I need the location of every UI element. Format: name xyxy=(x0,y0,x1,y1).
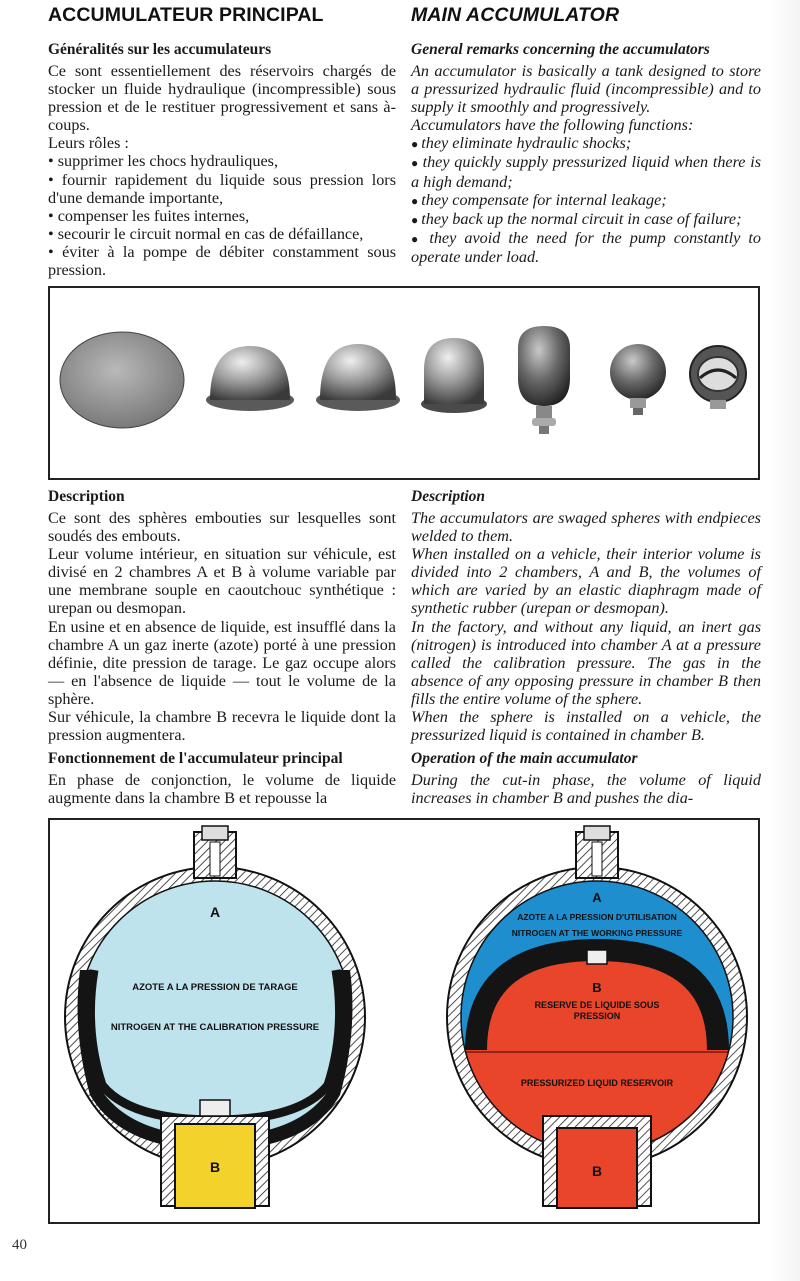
working-text-en: NITROGEN AT THE WORKING PRESSURE xyxy=(511,928,683,938)
general-intro-fr: Ce sont essentiellement des réservoirs chargés de stocker un fluide hydraulique (incompressible) sous pression et de le restituer progressivement et sans à-coups. xyxy=(48,62,396,135)
general-en xyxy=(411,40,761,266)
general-roles-en: Accumulators have the following functions: xyxy=(411,116,694,135)
general-text-en xyxy=(411,62,761,266)
label-a-left: A xyxy=(209,904,221,920)
description-text-fr xyxy=(48,509,396,744)
general-heading-fr: Généralités sur les accumulateurs xyxy=(48,41,272,58)
description-heading-en: Description xyxy=(411,488,486,505)
description-para-en: The accumulators are swaged spheres with endpieces welded to them. xyxy=(411,509,761,546)
general-bullet-en: ● they avoid the need for the pump constantly to operate under load. xyxy=(411,229,761,266)
general-bullet-fr: • fournir rapidement du liquide sous pression lors d'une demande importante, xyxy=(48,171,396,207)
description-para-en: When installed on a vehicle, their interior volume is divided into 2 chambers, A and B, the volumes of which are varied by an elastic diaphragm made of synthetic rubber (urepan or desmopan). xyxy=(411,545,761,618)
shallow-dome xyxy=(206,346,294,411)
filler-screw-right xyxy=(584,826,610,840)
label-b-inner-right: B xyxy=(592,980,602,995)
filler-channel-right xyxy=(592,842,602,876)
components-photo xyxy=(48,286,760,480)
description-para-en: In the factory, and without any liquid, an inert gas (nitrogen) is introduced into chamber A at a pressure called the calibration pressure. The gas in the absence of any opposing pressure in chamber B then fills the entire volume of the sphere. xyxy=(411,617,761,708)
general-bullet-fr: • compenser les fuites internes, xyxy=(48,207,396,225)
description-heading-fr: Description xyxy=(48,488,125,505)
operation-text-fr: En phase de conjonction, le volume de liquide augmente dans la chambre B et repousse la xyxy=(48,771,396,808)
sphere-calibration xyxy=(65,826,365,1208)
general-bullet-en: ● they quickly supply pressurized liquid when there is a high demand; xyxy=(411,153,761,190)
label-a-right: A xyxy=(592,890,602,905)
general-heading-en: General remarks concerning the accumulators xyxy=(411,41,710,58)
general-bullet-en: ● they compensate for internal leakage; xyxy=(411,191,761,210)
components-photo-svg xyxy=(50,288,758,478)
page-number: 40 xyxy=(12,1237,27,1253)
filler-screw-left xyxy=(202,826,228,840)
accumulator-diagram xyxy=(48,818,760,1224)
description-para-fr: En usine et en absence de liquide, est insufflé dans la chambre A un gaz inerte (azote) porté à une pression définie, dite pression de tarage. Le gaz occupe alors — en l'absence de liquide — tout le volume de la sphère. xyxy=(48,617,396,708)
general-bullet-fr: • supprimer les chocs hydrauliques, xyxy=(48,152,396,170)
description-para-fr: Sur véhicule, la chambre B recevra le liquide dont la pression augmentera. xyxy=(48,708,396,745)
reserve-text-fr: RESERVE DE LIQUIDE SOUS PRESSION xyxy=(534,1000,660,1021)
description-en xyxy=(411,487,761,807)
label-b-left: B xyxy=(209,1159,221,1175)
operation-text-en: During the cut-in phase, the volume of liquid increases in chamber B and pushes the dia- xyxy=(411,771,761,808)
calibration-text-fr: AZOTE A LA PRESSION DE TARAGE xyxy=(132,982,298,993)
complete-sphere xyxy=(610,344,666,415)
general-bullet-en: ● they eliminate hydraulic shocks; xyxy=(411,134,761,153)
general-bullet-fr: • secourir le circuit normal en cas de défaillance, xyxy=(48,225,396,243)
working-text-fr: AZOTE A LA PRESSION D'UTILISATION xyxy=(517,912,677,922)
general-intro-en: An accumulator is basically a tank designed to store a pressurized hydraulic fluid (incompressible) and to supply it smoothly and progressively. xyxy=(411,62,761,117)
general-text-fr xyxy=(48,62,396,279)
description-para-en: When the sphere is installed on a vehicle, the pressurized liquid is contained in chamber B. xyxy=(411,708,761,745)
description-para-fr: Ce sont des sphères embouties sur lesquelles sont soudés des embouts. xyxy=(48,509,396,546)
operation-heading-en: Operation of the main accumulator xyxy=(411,750,638,768)
medium-dome xyxy=(316,344,400,411)
accumulator-diagram-svg xyxy=(50,820,758,1222)
page-edge-shadow xyxy=(770,0,800,1281)
deep-dome xyxy=(421,338,487,413)
operation-heading-fr: Fonctionnement de l'accumulateur principal xyxy=(48,750,343,768)
port-valve-left xyxy=(200,1100,230,1116)
title-en: MAIN ACCUMULATOR xyxy=(411,4,620,26)
title-fr: ACCUMULATEUR PRINCIPAL xyxy=(48,4,324,26)
membrane-button-right xyxy=(587,950,607,964)
calibration-text-en: NITROGEN AT THE CALIBRATION PRESSURE xyxy=(110,1022,320,1033)
general-roles-fr: Leurs rôles : xyxy=(48,134,129,153)
description-fr xyxy=(48,487,396,807)
reserve-text-wrap xyxy=(517,1000,677,1034)
half-sphere-with-port xyxy=(518,326,570,434)
disc-blank xyxy=(60,332,184,428)
description-text-en xyxy=(411,509,761,744)
sphere-working xyxy=(447,826,750,1208)
label-b-right: B xyxy=(591,1163,603,1179)
sectioned-sphere xyxy=(690,346,746,409)
general-bullet-fr: • éviter à la pompe de débiter constamment sous pression. xyxy=(48,243,396,279)
description-para-fr: Leur volume intérieur, en situation sur véhicule, est divisé en 2 chambres A et B à volume variable par une membrane souple en caoutchouc synthétique : urepan ou desmopan. xyxy=(48,545,396,618)
reservoir-text-en: PRESSURIZED LIQUID RESERVOIR xyxy=(520,1078,674,1088)
filler-channel-left xyxy=(210,842,220,876)
general-bullet-en: ● they back up the normal circuit in case of failure; xyxy=(411,210,761,229)
general-fr xyxy=(48,40,396,279)
